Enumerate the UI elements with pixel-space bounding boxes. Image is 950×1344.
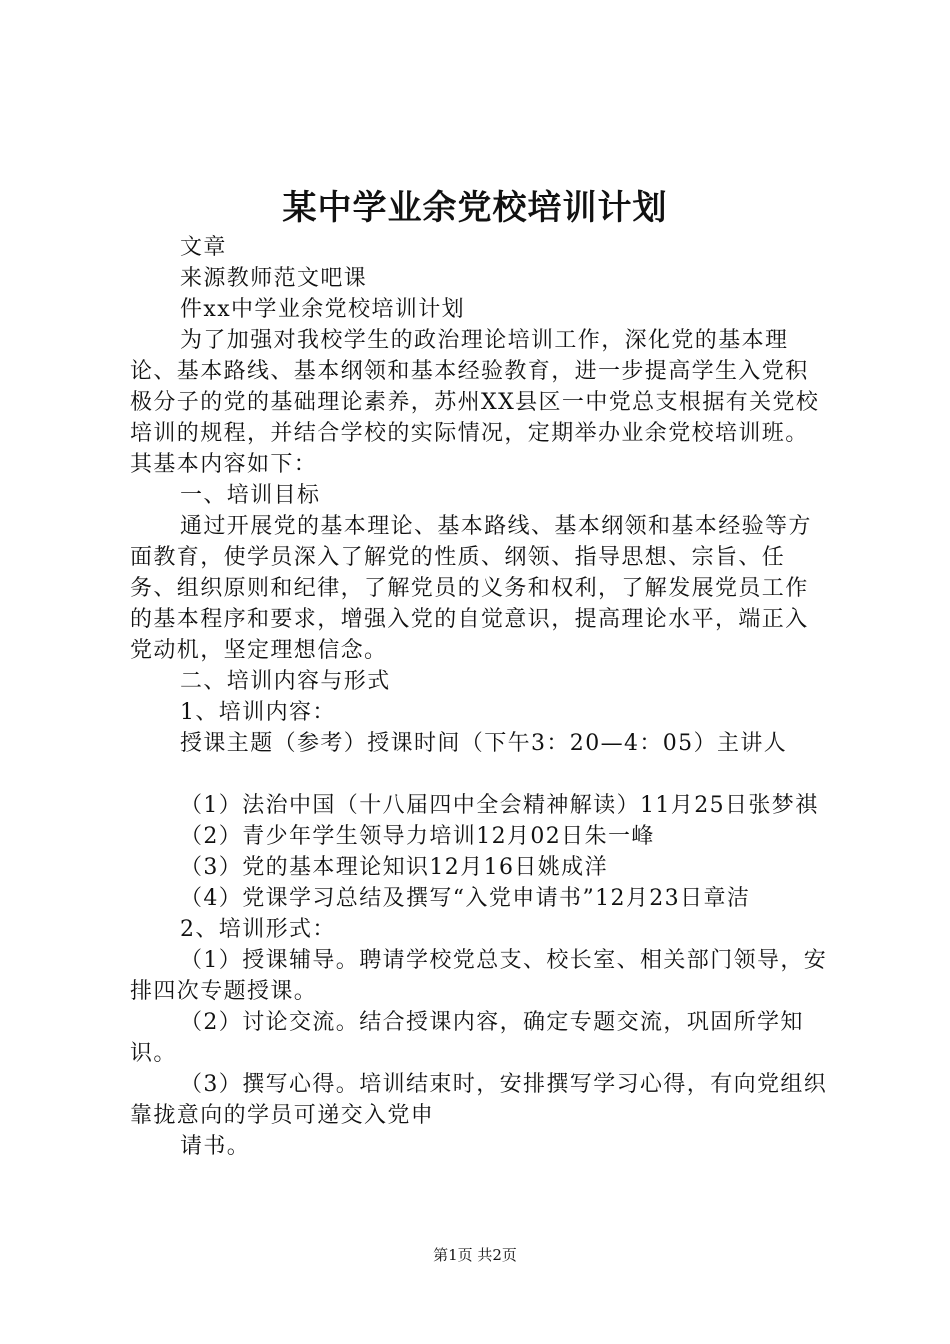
document-body — [130, 232, 830, 1162]
schedule-item-3: （3）党的基本理论知识12月16日姚成洋 — [180, 855, 608, 880]
source-line-origin: 来源教师范文吧课 — [180, 266, 368, 291]
page-footer: 第1页 共2页 — [433, 1246, 517, 1264]
schedule-item-2: （2）青少年学生领导力培训12月02日朱一峰 — [180, 824, 655, 849]
schedule-item-4: （4）党课学习总结及撰写“入党申请书”12月23日章洁 — [180, 886, 751, 911]
schedule-header: 授课主题（参考）授课时间（下午3：20—4：05）主讲人 — [180, 731, 788, 756]
document-title: 某中学业余党校培训计划 — [282, 188, 668, 228]
schedule-item-1: （1）法治中国（十八届四中全会精神解读）11月25日张梦祺 — [180, 793, 819, 818]
section-heading-content-form: 二、培训内容与形式 — [180, 669, 391, 694]
source-line-article: 文章 — [180, 235, 227, 260]
section-heading-goals: 一、培训目标 — [180, 483, 321, 508]
source-line-file: 件xx中学业余党校培训计划 — [180, 297, 466, 322]
intro-paragraph: 为了加强对我校学生的政治理论培训工作，深化党的基本理论、基本路线、基本纲领和基本经验教育，进一步提高学生入党积极分子的党的基础理论素养，苏州XX县区一中党总支根据有关党校培训的规程，并结合学校的实际情况，定期举办业余党校培训班。其基本内容如下： — [130, 328, 820, 477]
blank-line — [130, 759, 830, 790]
form-item-2: （2）讨论交流。结合授课内容，确定专题交流，巩固所学知识。 — [130, 1010, 804, 1066]
form-item-3: （3）撰写心得。培训结束时，安排撰写学习心得，有向党组织靠拢意向的学员可递交入党申 — [130, 1072, 828, 1128]
form-item-3-continuation: 请书。 — [180, 1134, 251, 1159]
goals-paragraph: 通过开展党的基本理论、基本路线、基本纲领和基本经验等方面教育，使学员深入了解党的性质、纲领、指导思想、宗旨、任务、组织原则和纪律，了解党员的义务和权利，了解发展党员工作的基本程序和要求，增强入党的自觉意识，提高理论水平，端正入党动机，坚定理想信念。 — [130, 514, 812, 663]
subheading-training-content: 1、培训内容： — [180, 700, 336, 725]
form-item-1: （1）授课辅导。聘请学校党总支、校长室、相关部门领导，安排四次专题授课。 — [130, 948, 828, 1004]
subheading-training-form: 2、培训形式： — [180, 917, 336, 942]
